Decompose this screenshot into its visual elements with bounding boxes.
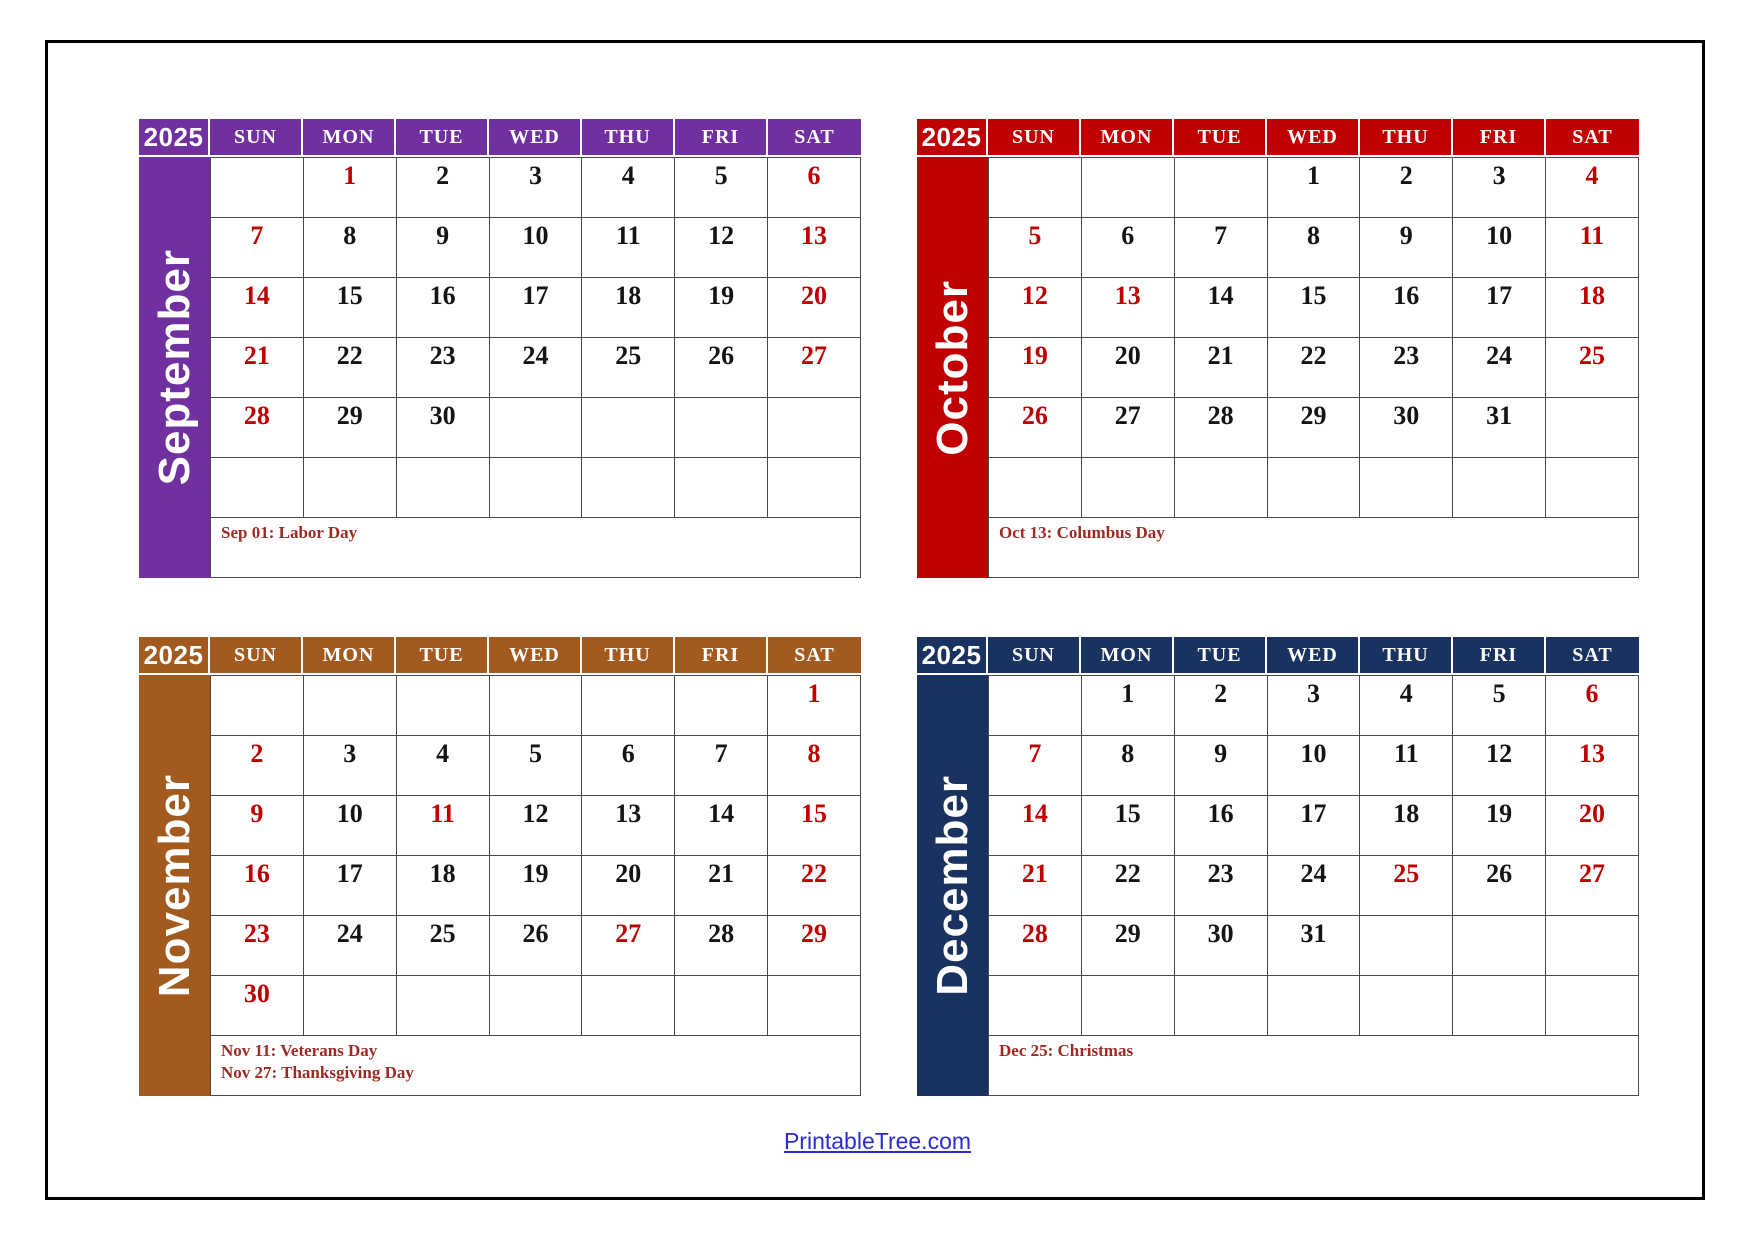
date-cell: 15	[1081, 796, 1174, 856]
date-cell: 17	[1453, 278, 1546, 338]
date-cell: 5	[989, 218, 1082, 278]
date-cell: 13	[768, 218, 861, 278]
date-cell: 31	[1267, 916, 1360, 976]
date-cell: 12	[675, 218, 768, 278]
week-row	[211, 398, 861, 458]
date-cell: 7	[675, 736, 768, 796]
day-header-wed: WED	[489, 119, 582, 157]
date-cell: 24	[303, 916, 396, 976]
day-header-wed: WED	[1267, 637, 1360, 675]
date-cell: 11	[396, 796, 489, 856]
date-cell: 17	[1267, 796, 1360, 856]
holiday-note: Nov 11: Veterans Day	[221, 1041, 378, 1060]
day-header-sun: SUN	[988, 637, 1081, 675]
week-row	[989, 916, 1639, 976]
date-cell: 7	[211, 218, 304, 278]
date-cell: 10	[303, 796, 396, 856]
week-row	[989, 676, 1639, 736]
date-cell: 25	[582, 338, 675, 398]
day-header-sat: SAT	[768, 637, 861, 675]
date-cell: 30	[1174, 916, 1267, 976]
date-cell	[675, 676, 768, 736]
date-cell	[1174, 976, 1267, 1036]
date-cell: 28	[675, 916, 768, 976]
day-header-sat: SAT	[1546, 119, 1639, 157]
week-row	[989, 796, 1639, 856]
date-cell	[582, 398, 675, 458]
day-header-mon: MON	[303, 637, 396, 675]
date-grid	[210, 675, 861, 1036]
day-header-thu: THU	[582, 637, 675, 675]
month-header	[139, 637, 861, 675]
day-header-tue: TUE	[1174, 637, 1267, 675]
day-header-mon: MON	[1081, 637, 1174, 675]
date-cell	[396, 676, 489, 736]
week-row	[211, 916, 861, 976]
month-block-october	[917, 119, 1639, 578]
date-cell: 21	[675, 856, 768, 916]
month-name-label: October	[927, 279, 977, 456]
date-cell: 12	[489, 796, 582, 856]
holiday-area	[210, 1035, 861, 1096]
date-cell: 3	[489, 158, 582, 218]
date-cell: 6	[582, 736, 675, 796]
date-cell: 16	[1174, 796, 1267, 856]
date-cell	[303, 976, 396, 1036]
date-cell	[1081, 458, 1174, 518]
date-cell	[989, 976, 1082, 1036]
date-cell	[489, 976, 582, 1036]
date-cell: 5	[1453, 676, 1546, 736]
date-cell: 14	[1174, 278, 1267, 338]
holiday-note: Oct 13: Columbus Day	[999, 523, 1165, 542]
date-cell	[211, 458, 304, 518]
week-row	[989, 218, 1639, 278]
date-cell: 26	[1453, 856, 1546, 916]
date-cell: 14	[989, 796, 1082, 856]
date-cell	[1360, 976, 1453, 1036]
date-cell	[396, 976, 489, 1036]
date-grid	[988, 675, 1639, 1036]
date-cell	[768, 458, 861, 518]
date-cell: 21	[989, 856, 1082, 916]
week-row	[989, 458, 1639, 518]
day-header-sat: SAT	[1546, 637, 1639, 675]
date-cell	[303, 458, 396, 518]
date-cell	[675, 398, 768, 458]
date-cell: 1	[1267, 158, 1360, 218]
date-cell	[1453, 458, 1546, 518]
month-name-band	[917, 675, 988, 1096]
date-cell: 23	[211, 916, 304, 976]
month-name-band	[917, 157, 988, 578]
date-cell: 12	[989, 278, 1082, 338]
year-label: 2025	[139, 119, 210, 157]
month-block-november	[139, 637, 861, 1096]
date-grid	[210, 157, 861, 518]
date-cell: 8	[768, 736, 861, 796]
date-cell: 12	[1453, 736, 1546, 796]
date-cell: 28	[989, 916, 1082, 976]
day-header-fri: FRI	[675, 637, 768, 675]
date-cell	[1267, 458, 1360, 518]
date-cell	[1360, 458, 1453, 518]
date-cell: 26	[489, 916, 582, 976]
week-row	[211, 278, 861, 338]
week-row	[211, 458, 861, 518]
month-block-september	[139, 119, 861, 578]
day-header-thu: THU	[1360, 637, 1453, 675]
date-cell	[1174, 158, 1267, 218]
week-row	[989, 398, 1639, 458]
month-name-band	[139, 675, 210, 1096]
date-cell: 26	[989, 398, 1082, 458]
date-cell: 6	[1081, 218, 1174, 278]
month-block-december	[917, 637, 1639, 1096]
week-row	[989, 338, 1639, 398]
date-cell: 20	[1081, 338, 1174, 398]
date-cell: 29	[1267, 398, 1360, 458]
date-cell	[1081, 976, 1174, 1036]
date-cell: 17	[303, 856, 396, 916]
week-row	[989, 976, 1639, 1036]
holiday-area	[988, 1035, 1639, 1096]
date-cell	[303, 676, 396, 736]
date-cell: 4	[1546, 158, 1639, 218]
date-cell	[1174, 458, 1267, 518]
date-cell: 19	[489, 856, 582, 916]
date-cell: 22	[303, 338, 396, 398]
date-grid	[988, 157, 1639, 518]
date-cell: 7	[989, 736, 1082, 796]
date-cell: 8	[1081, 736, 1174, 796]
date-cell	[582, 676, 675, 736]
date-cell: 16	[396, 278, 489, 338]
week-row	[989, 278, 1639, 338]
holiday-note: Nov 27: Thanksgiving Day	[221, 1063, 414, 1082]
date-cell	[211, 158, 304, 218]
date-cell: 17	[489, 278, 582, 338]
date-cell: 7	[1174, 218, 1267, 278]
day-header-wed: WED	[1267, 119, 1360, 157]
date-cell	[768, 398, 861, 458]
date-cell: 11	[582, 218, 675, 278]
date-cell: 3	[303, 736, 396, 796]
week-row	[211, 976, 861, 1036]
date-cell	[1546, 458, 1639, 518]
day-header-fri: FRI	[675, 119, 768, 157]
date-cell: 30	[1360, 398, 1453, 458]
date-cell: 9	[211, 796, 304, 856]
day-header-thu: THU	[1360, 119, 1453, 157]
date-cell: 10	[1453, 218, 1546, 278]
date-cell: 27	[768, 338, 861, 398]
date-cell	[1267, 976, 1360, 1036]
date-cell: 18	[1546, 278, 1639, 338]
date-cell	[768, 976, 861, 1036]
date-cell: 23	[396, 338, 489, 398]
holiday-note: Dec 25: Christmas	[999, 1041, 1134, 1060]
date-cell: 6	[768, 158, 861, 218]
holiday-note: Sep 01: Labor Day	[221, 523, 358, 542]
date-cell: 2	[211, 736, 304, 796]
day-header-thu: THU	[582, 119, 675, 157]
date-cell	[1546, 916, 1639, 976]
date-cell: 20	[582, 856, 675, 916]
date-cell: 11	[1546, 218, 1639, 278]
day-header-sun: SUN	[210, 637, 303, 675]
date-cell: 19	[989, 338, 1082, 398]
week-row	[211, 338, 861, 398]
date-cell: 31	[1453, 398, 1546, 458]
week-row	[211, 218, 861, 278]
date-cell: 28	[211, 398, 304, 458]
date-cell	[1546, 976, 1639, 1036]
date-cell: 30	[211, 976, 304, 1036]
date-cell: 4	[396, 736, 489, 796]
date-cell: 18	[396, 856, 489, 916]
month-name-label: December	[927, 775, 977, 996]
date-cell: 8	[303, 218, 396, 278]
date-cell: 24	[1267, 856, 1360, 916]
date-cell	[211, 676, 304, 736]
date-cell	[582, 976, 675, 1036]
date-cell: 29	[1081, 916, 1174, 976]
date-cell: 13	[1081, 278, 1174, 338]
date-cell	[1081, 158, 1174, 218]
date-cell: 15	[768, 796, 861, 856]
holiday-area	[210, 517, 861, 578]
date-cell	[1360, 916, 1453, 976]
date-cell: 25	[396, 916, 489, 976]
date-cell: 25	[1360, 856, 1453, 916]
day-header-fri: FRI	[1453, 119, 1546, 157]
footer-link[interactable]: PrintableTree.com	[783, 1128, 972, 1154]
date-cell: 10	[489, 218, 582, 278]
date-cell: 5	[489, 736, 582, 796]
date-cell	[989, 676, 1082, 736]
date-cell: 30	[396, 398, 489, 458]
date-cell	[396, 458, 489, 518]
week-row	[211, 676, 861, 736]
day-header-fri: FRI	[1453, 637, 1546, 675]
month-header	[917, 119, 1639, 157]
year-label: 2025	[917, 119, 988, 157]
week-row	[211, 736, 861, 796]
date-cell	[489, 458, 582, 518]
date-cell: 2	[396, 158, 489, 218]
date-cell: 19	[675, 278, 768, 338]
date-cell: 4	[1360, 676, 1453, 736]
date-cell: 2	[1174, 676, 1267, 736]
week-row	[211, 158, 861, 218]
date-cell: 4	[582, 158, 675, 218]
date-cell: 9	[1360, 218, 1453, 278]
date-cell: 27	[582, 916, 675, 976]
day-header-tue: TUE	[396, 119, 489, 157]
day-header-mon: MON	[303, 119, 396, 157]
date-cell: 15	[303, 278, 396, 338]
day-header-sun: SUN	[210, 119, 303, 157]
year-label: 2025	[917, 637, 988, 675]
date-cell: 3	[1267, 676, 1360, 736]
date-cell: 25	[1546, 338, 1639, 398]
week-row	[211, 856, 861, 916]
date-cell: 29	[303, 398, 396, 458]
date-cell: 9	[1174, 736, 1267, 796]
date-cell: 14	[211, 278, 304, 338]
date-cell: 22	[768, 856, 861, 916]
date-cell: 16	[211, 856, 304, 916]
day-header-sat: SAT	[768, 119, 861, 157]
date-cell	[989, 458, 1082, 518]
day-header-wed: WED	[489, 637, 582, 675]
date-cell: 6	[1546, 676, 1639, 736]
month-name-band	[139, 157, 210, 578]
holiday-area	[988, 517, 1639, 578]
date-cell: 9	[396, 218, 489, 278]
date-cell: 26	[675, 338, 768, 398]
footer	[0, 1128, 1755, 1155]
date-cell: 1	[303, 158, 396, 218]
date-cell: 27	[1546, 856, 1639, 916]
date-cell	[1453, 976, 1546, 1036]
date-cell: 22	[1267, 338, 1360, 398]
month-header	[917, 637, 1639, 675]
date-cell: 14	[675, 796, 768, 856]
month-name-label: November	[149, 773, 199, 998]
date-cell: 22	[1081, 856, 1174, 916]
date-cell: 19	[1453, 796, 1546, 856]
date-cell	[582, 458, 675, 518]
day-header-tue: TUE	[396, 637, 489, 675]
date-cell	[1546, 398, 1639, 458]
day-header-mon: MON	[1081, 119, 1174, 157]
date-cell: 23	[1174, 856, 1267, 916]
week-row	[989, 856, 1639, 916]
date-cell: 28	[1174, 398, 1267, 458]
date-cell: 18	[1360, 796, 1453, 856]
date-cell: 1	[768, 676, 861, 736]
week-row	[989, 736, 1639, 796]
date-cell	[489, 398, 582, 458]
date-cell	[989, 158, 1082, 218]
date-cell	[489, 676, 582, 736]
date-cell: 2	[1360, 158, 1453, 218]
month-name-label: September	[149, 249, 199, 486]
day-header-sun: SUN	[988, 119, 1081, 157]
date-cell	[675, 458, 768, 518]
day-header-tue: TUE	[1174, 119, 1267, 157]
year-label: 2025	[139, 637, 210, 675]
date-cell: 5	[675, 158, 768, 218]
date-cell: 10	[1267, 736, 1360, 796]
date-cell: 24	[1453, 338, 1546, 398]
date-cell: 18	[582, 278, 675, 338]
date-cell: 8	[1267, 218, 1360, 278]
date-cell: 13	[582, 796, 675, 856]
date-cell: 11	[1360, 736, 1453, 796]
date-cell	[675, 976, 768, 1036]
month-header	[139, 119, 861, 157]
date-cell: 24	[489, 338, 582, 398]
date-cell: 27	[1081, 398, 1174, 458]
date-cell: 1	[1081, 676, 1174, 736]
date-cell: 29	[768, 916, 861, 976]
week-row	[211, 796, 861, 856]
date-cell: 23	[1360, 338, 1453, 398]
date-cell: 21	[211, 338, 304, 398]
date-cell: 13	[1546, 736, 1639, 796]
date-cell: 20	[1546, 796, 1639, 856]
week-row	[989, 158, 1639, 218]
date-cell: 20	[768, 278, 861, 338]
date-cell: 16	[1360, 278, 1453, 338]
date-cell	[1453, 916, 1546, 976]
date-cell: 3	[1453, 158, 1546, 218]
date-cell: 21	[1174, 338, 1267, 398]
date-cell: 15	[1267, 278, 1360, 338]
